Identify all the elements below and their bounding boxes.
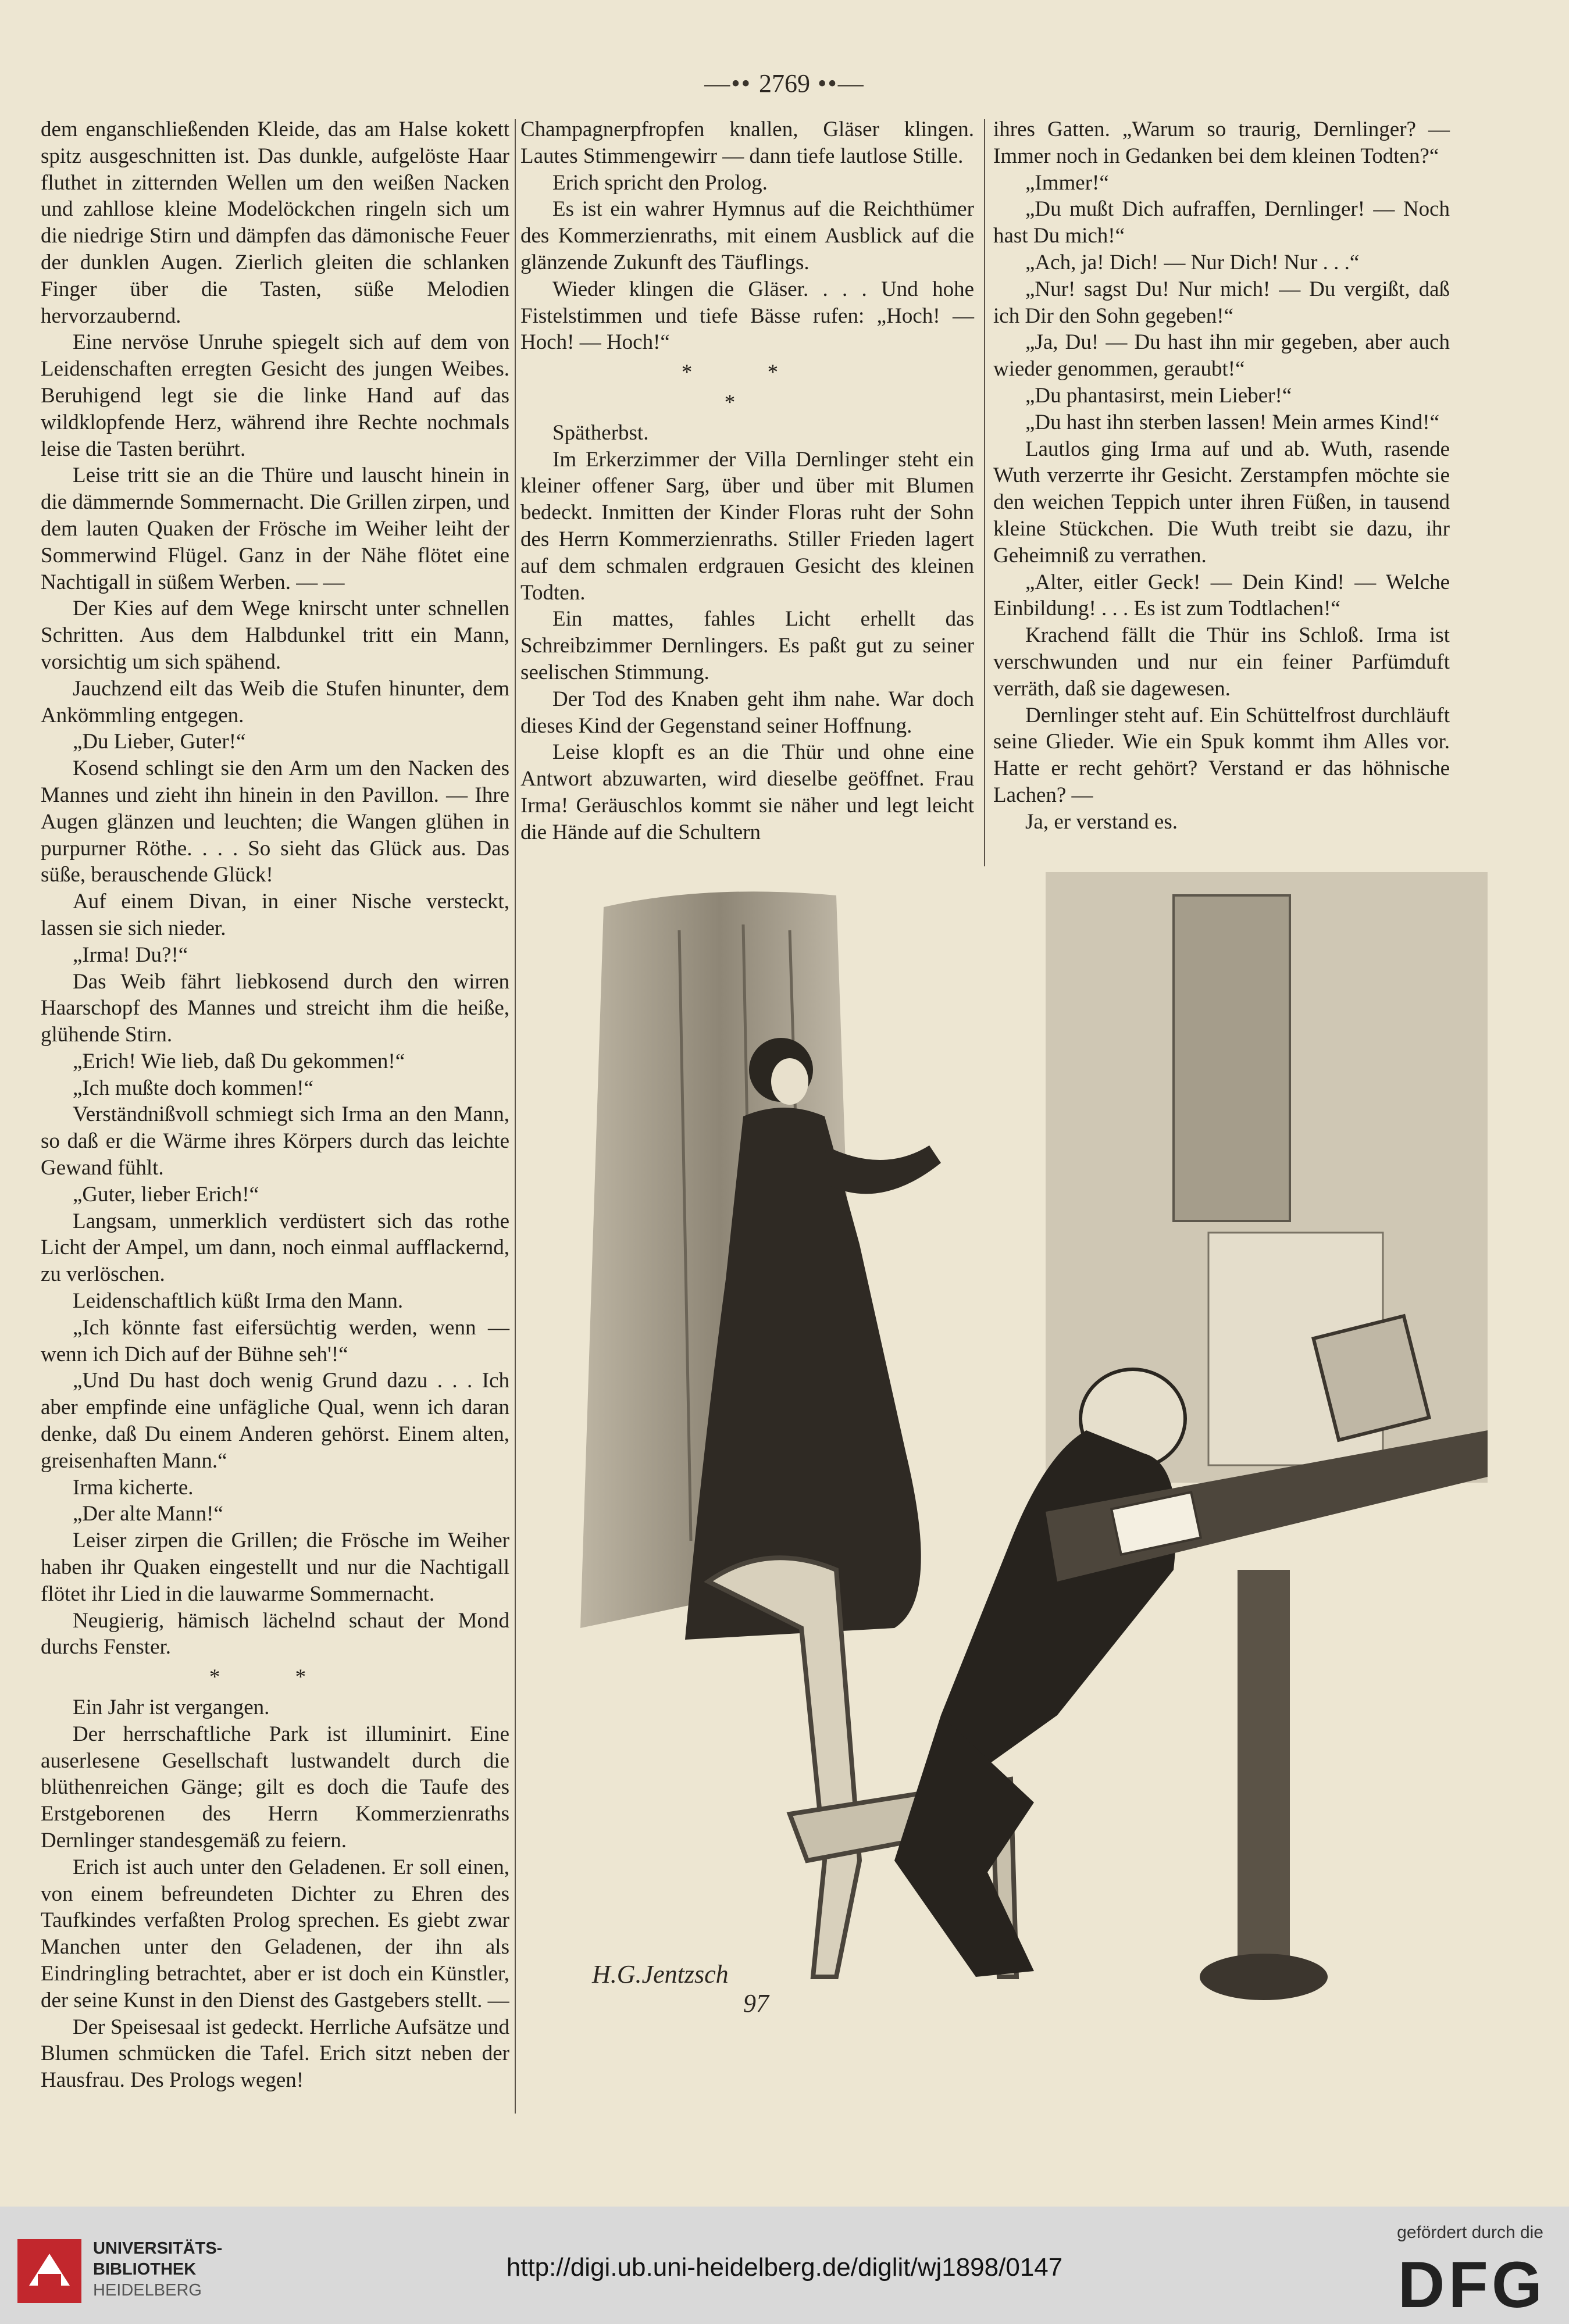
paragraph: Der Tod des Knaben geht ihm nahe. War doch dieses Kind der Gegenstand seiner Hoffnung. xyxy=(520,687,974,738)
paragraph: „Nur! sagst Du! Nur mich! — Du vergißt, daß ich Dir den Sohn gegeben!“ xyxy=(993,277,1450,328)
paragraph: Ja, er verstand es. xyxy=(1025,809,1178,834)
section-break: * * xyxy=(209,1665,341,1690)
paragraph: Langsam, unmerklich verdüstert sich das rothe Licht der Ampel, um dann, noch einmal aufflackernd, zu verlöschen. xyxy=(41,1209,509,1287)
paragraph: Neugierig, hämisch lächelnd schaut der Mond durchs Fenster. xyxy=(41,1608,509,1659)
door-frame xyxy=(1174,895,1290,1221)
section-break: * xyxy=(724,390,771,415)
paragraph: „Guter, lieber Erich!“ xyxy=(73,1182,259,1206)
desk-leg xyxy=(1238,1570,1290,1989)
paragraph: Erich spricht den Prolog. xyxy=(552,170,768,195)
text-column-1 xyxy=(41,116,509,2094)
paragraph: Das Weib fährt liebkosend durch den wirren Haarschopf des Mannes und streicht ihm die heiße, glühende Stirn. xyxy=(41,969,509,1047)
dfg-logo: DFG xyxy=(1397,2248,1546,2321)
paragraph: „Ja, Du! — Du hast ihn mir gegeben, aber auch wieder genommen, geraubt!“ xyxy=(993,330,1450,381)
paragraph: „Immer!“ xyxy=(1025,170,1109,195)
paragraph: Leiser zirpen die Grillen; die Frösche im Weiher haben ihr Quaken eingestellt und nur die Nachtigall flötet ihr Lied in die lauwarme Sommernacht. xyxy=(41,1529,509,1606)
section-break: * * xyxy=(681,360,814,385)
paragraph: „Und Du hast doch wenig Grund dazu . . . Ich aber empfinde eine unfägliche Qual, wenn ich daran denke, daß Du einem Anderen gehörst. Einem alten, greisenhaften Mann.“ xyxy=(41,1369,509,1473)
paragraph: Es ist ein wahrer Hymnus auf die Reichthümer des Kommerzienraths, mit einem Ausblick auf die glänzende Zukunft des Täuflings. xyxy=(520,197,974,274)
paragraph: Erich ist auch unter den Geladenen. Er soll einen, von einem befreundeten Dichter zu Ehren des Taufkindes verfaßten Prolog sprechen. Es giebt zwar Manchen unter den Geladenen, der ihn als Eindringling betrachtet, aber er ist doch ein Künstler, der seine Kunst in den Dienst des Gastgebers stellt. — xyxy=(41,1855,509,2012)
text-column-2 xyxy=(520,116,974,846)
paragraph: Der Speisesaal ist gedeckt. Herrliche Aufsätze und Blumen schmücken die Tafel. Erich sitzt neben der Hausfrau. Des Prologs wegen! xyxy=(41,2015,509,2093)
column-rule xyxy=(984,119,985,866)
text-column-3 xyxy=(993,116,1450,836)
paragraph: Ein mattes, fahles Licht erhellt das Schreibzimmer Dernlingers. Es paßt gut zu seiner seelischen Stimmung. xyxy=(520,607,974,684)
paragraph: „Alter, eitler Geck! — Dein Kind! — Welche Einbildung! . . . Es ist zum Todtlachen!“ xyxy=(993,570,1450,621)
paragraph: „Der alte Mann!“ xyxy=(73,1502,223,1526)
paragraph: „Du mußt Dich aufraffen, Dernlinger! — Noch hast Du mich!“ xyxy=(993,197,1450,248)
paragraph: Eine nervöse Unruhe spiegelt sich auf dem von Leidenschaften erregten Gesicht des jungen Weibes. Beruhigend legt sie die linke Hand auf das wildklopfende Herz, während ihre Rechte nochmals leise die Tasten berührt. xyxy=(41,330,509,461)
paragraph: dem enganschließenden Kleide, das am Halse kokett spitz ausgeschnitten ist. Das dunkle, aufgelöste Haar fluthet in zitternden Wellen um den weißen Nacken und zahllose kleine Modelöckchen ringeln sich um die niedrige Stirn und dämpfen das dämonische Feuer der dunklen Augen. Zierlich gleiten die schlanken Finger über die Tasten, süße Melodien hervorzaubernd. xyxy=(41,117,509,328)
paragraph: „Du phantasirst, mein Lieber!“ xyxy=(1025,383,1292,408)
paragraph: Jauchzend eilt das Weib die Stufen hinunter, dem Ankömmling entgegen. xyxy=(41,676,509,727)
paragraph: Lautlos ging Irma auf und ab. Wuth, rasende Wuth verzerrte ihr Gesicht. Zerstampfen möchte sie den weichen Teppich unter ihren Füßen, in tausend kleine Stückchen. Die Wuth treibt sie dazu, ihr Geheimniß zu verrathen. xyxy=(993,437,1450,567)
paragraph: Wieder klingen die Gläser. . . . Und hohe Fistelstimmen und tiefe Bässe rufen: „Hoch! — Hoch! — Hoch!“ xyxy=(520,277,974,355)
paragraph: ihres Gatten. „Warum so traurig, Dernlinger? — Immer noch in Gedanken bei dem kleinen Todten?“ xyxy=(993,117,1450,168)
paragraph: „Du hast ihn sterben lassen! Mein armes Kind!“ xyxy=(1025,410,1440,434)
paragraph: Krachend fällt die Thür ins Schloß. Irma ist verschwunden und nur ein feiner Parfümduft verräth, daß sie dagewesen. xyxy=(993,623,1450,701)
paragraph: Leise klopft es an die Thür und ohne eine Antwort abzuwarten, wird dieselbe geöffnet. Frau Irma! Geräuschlos kommt sie näher und legt leicht die Hände auf die Schultern xyxy=(520,740,974,844)
paragraph: Spätherbst. xyxy=(552,420,649,445)
paragraph: „Irma! Du?!“ xyxy=(73,943,188,967)
paragraph: „Ach, ja! Dich! — Nur Dich! Nur . . .“ xyxy=(1025,250,1360,274)
paragraph: Verständnißvoll schmiegt sich Irma an den Mann, so daß er die Wärme ihres Körpers durch das leichte Gewand fühlt. xyxy=(41,1102,509,1180)
engraving-illustration xyxy=(534,872,1534,2116)
library-name: UNIVERSITÄTS- BIBLIOTHEK HEIDELBERG xyxy=(93,2239,223,2300)
paragraph: „Ich könnte fast eifersüchtig werden, wenn — wenn ich Dich auf der Bühne seh'!“ xyxy=(41,1315,509,1366)
artist-signature: H.G.Jentzsch xyxy=(592,1960,729,1989)
page-number: —•• 2769 ••— xyxy=(704,69,865,98)
paragraph: Dernlinger steht auf. Ein Schüttelfrost durchläuft seine Glieder. Wie ein Spuk kommt ihm Alles vor. Hatte er recht gehört? Verstand er das höhnische Lachen? — xyxy=(993,703,1450,807)
funded-by-label: gefördert durch die xyxy=(1397,2223,1543,2242)
paragraph: „Du Lieber, Guter!“ xyxy=(73,730,246,754)
paragraph: Kosend schlingt sie den Arm um den Nacken des Mannes und zieht ihn hinein in den Pavillon. — Ihre Augen glänzen und leuchten; die Wangen glühen in purpurner Röthe. . . . So sieht das Glück aus. Das süße, berauschende Glück! xyxy=(41,756,509,887)
paragraph: Ein Jahr ist vergangen. xyxy=(73,1695,270,1720)
paragraph: Auf einem Divan, in einer Nische versteckt, lassen sie sich nieder. xyxy=(41,890,509,940)
paragraph: „Erich! Wie lieb, daß Du gekommen!“ xyxy=(73,1049,405,1073)
paragraph: Im Erkerzimmer der Villa Dernlinger steht ein kleiner offener Sarg, über und über mit Blumen bedeckt. Inmitten der Kinder Floras ruht der Sohn des Herrn Kommerzienraths. Stiller Frieden lagert auf dem schmalen erdgrauen Gesicht des kleinen Todten. xyxy=(520,447,974,605)
paragraph: Der Kies auf dem Wege knirscht unter schnellen Schritten. Aus dem Halbdunkel tritt ein Mann, vorsichtig um sich spähend. xyxy=(41,597,509,674)
artist-year: 97 xyxy=(743,1989,769,2018)
paragraph: Irma kicherte. xyxy=(73,1475,194,1500)
page-number-text: 2769 xyxy=(759,69,810,98)
column-rule xyxy=(515,119,516,2114)
permalink-url[interactable]: http://digi.ub.uni-heidelberg.de/diglit/wj1898/0147 xyxy=(506,2253,1063,2282)
paragraph: Leidenschaftlich küßt Irma den Mann. xyxy=(73,1289,404,1313)
paragraph: Leise tritt sie an die Thüre und lauscht hinein in die dämmernde Sommernacht. Die Grillen zirpen, und dem lauten Quaken der Frösche im Weiher leiht der Sommerwind Flügel. Ganz in der Nähe flötet eine Nachtigall in süßem Werben. — — xyxy=(41,463,509,594)
paragraph: Champagnerpfropfen knallen, Gläser klingen. Lautes Stimmengewirr — dann tiefe lautlose Stille. xyxy=(520,117,974,168)
paragraph: Der herrschaftliche Park ist illuminirt. Eine auserlesene Gesellschaft lustwandelt durch die blüthenreichen Gänge; gilt es doch die Taufe des Erstgeborenen des Herrn Kommerzienraths Dernlinger standesgemäß zu feiern. xyxy=(41,1722,509,1852)
paragraph: „Ich mußte doch kommen!“ xyxy=(73,1076,314,1100)
digitization-footer xyxy=(0,2207,1569,2324)
